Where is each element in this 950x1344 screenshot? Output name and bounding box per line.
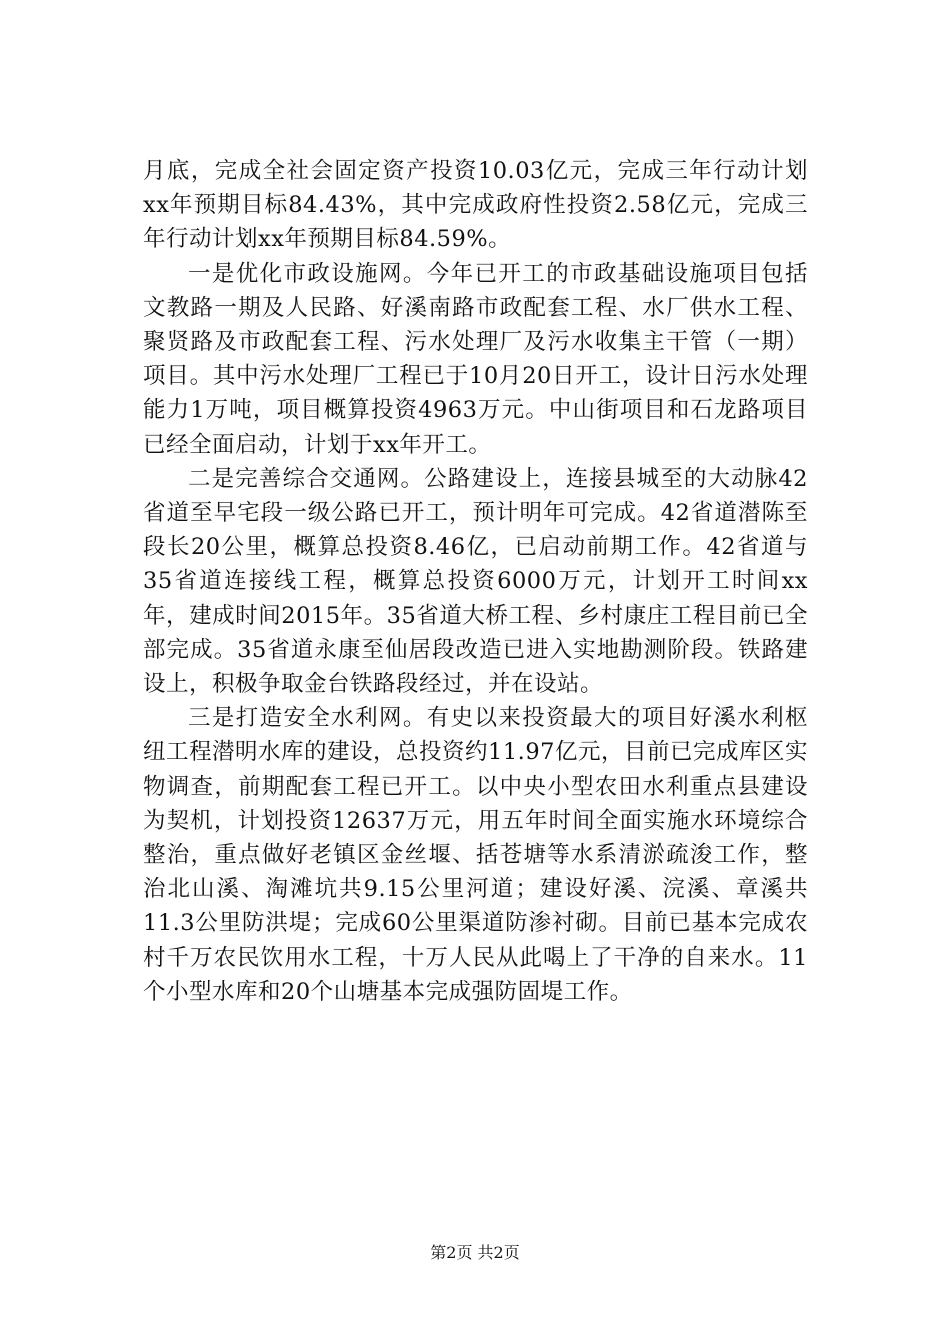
document-body: [143, 154, 808, 1009]
paragraph-municipal-network: 一是优化市政设施网。今年已开工的市政基础设施项目包括文教路一期及人民路、好溪南路市政配套工程、水厂供水工程、聚贤路及市政配套工程、污水处理厂及污水收集主干管（一期）项目。其中污水处理厂工程已于10月20日开工，设计日污水处理能力1万吨，项目概算投资4963万元。中山街项目和石龙路项目已经全面启动，计划于xx年开工。: [143, 260, 808, 458]
paragraph-intro-continuation: 月底，完成全社会固定资产投资10.03亿元，完成三年行动计划xx年预期目标84.43%，其中完成政府性投资2.58亿元，完成三年行动计划xx年预期目标84.59%。: [143, 158, 808, 253]
page-number-footer: 第2页 共2页: [430, 1243, 520, 1262]
paragraph-water-network: 三是打造安全水利网。有史以来投资最大的项目好溪水利枢纽工程潜明水库的建设，总投资约11.97亿元，目前已完成库区实物调查，前期配套工程已开工。以中央小型农田水利重点县建设为契机，计划投资12637万元，用五年时间全面实施水环境综合整治，重点做好老镇区金丝堰、括苍塘等水系清淤疏浚工作，整治北山溪、淘滩坑共9.15公里河道；建设好溪、浣溪、章溪共11.3公里防洪堤；完成60公里渠道防渗衬砌。目前已基本完成农村千万农民饮用水工程，十万人民从此喝上了干净的自来水。11个小型水库和20个山塘基本完成强防固堤工作。: [143, 705, 808, 1005]
paragraph-transport-network: 二是完善综合交通网。公路建设上，连接县城至的大动脉42省道至早宅段一级公路已开工，预计明年可完成。42省道潜陈至段长20公里，概算总投资8.46亿，已启动前期工作。42省道与35省道连接线工程，概算总投资6000万元，计划开工时间xx年，建成时间2015年。35省道大桥工程、乡村康庄工程目前已全部完成。35省道永康至仙居段改造已进入实地勘测阶段。铁路建设上，积极争取金台铁路段经过，并在设站。: [143, 465, 808, 698]
